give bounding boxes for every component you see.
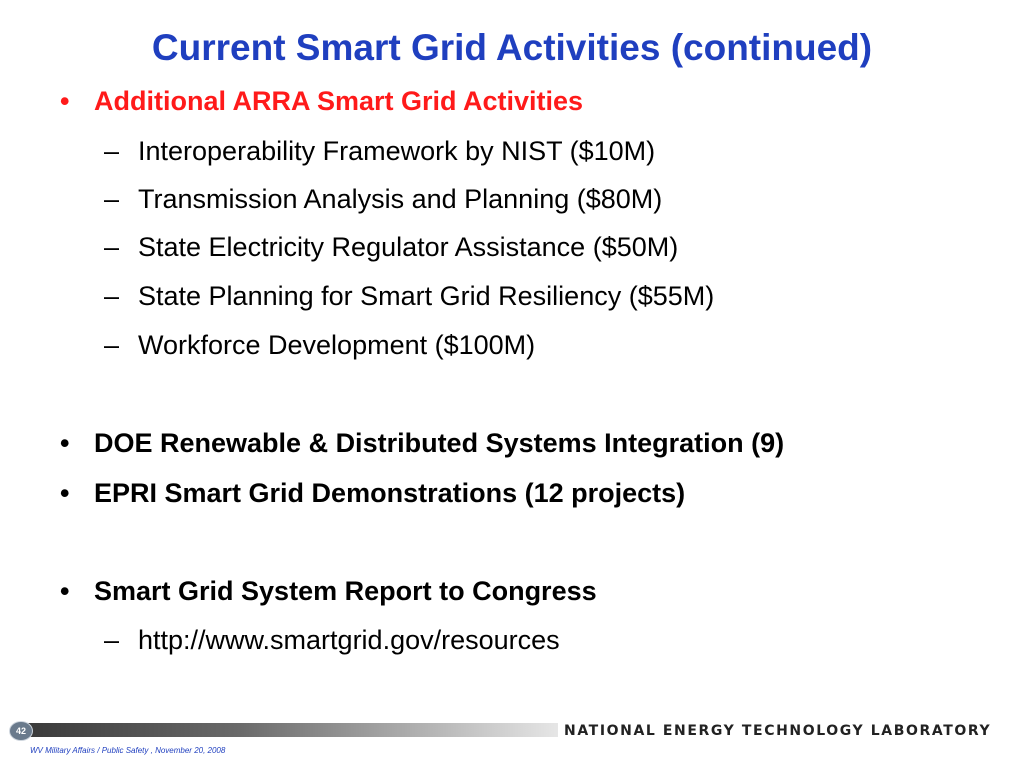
- dash-glyph: –: [104, 625, 120, 655]
- lab-logo-text: NATIONAL ENERGY TECHNOLOGY LABORATORY: [564, 723, 992, 739]
- sub-item: [104, 230, 678, 264]
- bullet-text: Additional ARRA Smart Grid Activities: [94, 86, 584, 116]
- sub-item-text: Interoperability Framework by NIST ($10M): [138, 136, 656, 166]
- sub-item-text: Workforce Development ($100M): [138, 330, 536, 360]
- sub-item-text: Transmission Analysis and Planning ($80M): [138, 184, 663, 214]
- bullet-doe-renewable: [60, 426, 784, 460]
- bullet-report-to-congress: [60, 574, 597, 608]
- footer-caption: WV Military Affairs / Public Safety , November 20, 2008: [30, 746, 226, 755]
- sub-item-text: State Electricity Regulator Assistance ($50M): [138, 232, 679, 262]
- page-number-badge: 42: [9, 721, 33, 741]
- footer-gradient-bar: [28, 723, 558, 737]
- bullet-epri-demonstrations: [60, 476, 685, 510]
- dash-glyph: –: [104, 232, 120, 262]
- bullet-text: DOE Renewable & Distributed Systems Integration (9): [94, 428, 785, 458]
- bullet-glyph: •: [60, 576, 70, 606]
- sub-item-link[interactable]: [104, 623, 560, 657]
- sub-item-text: State Planning for Smart Grid Resiliency ($55M): [138, 281, 715, 311]
- dash-glyph: –: [104, 330, 120, 360]
- bullet-additional-arra: [60, 84, 583, 118]
- smartgrid-resources-link[interactable]: http://www.smartgrid.gov/resources: [138, 625, 560, 655]
- bullet-text: Smart Grid System Report to Congress: [94, 576, 597, 606]
- sub-item: [104, 279, 714, 313]
- bullet-text: EPRI Smart Grid Demonstrations (12 projects): [94, 478, 686, 508]
- sub-item: [104, 182, 662, 216]
- bullet-glyph: •: [60, 428, 70, 458]
- dash-glyph: –: [104, 136, 120, 166]
- sub-item: [104, 328, 535, 362]
- bullet-glyph: •: [60, 478, 70, 508]
- slide-title: Current Smart Grid Activities (continued): [151, 27, 873, 68]
- sub-item: [104, 134, 655, 168]
- dash-glyph: –: [104, 184, 120, 214]
- bullet-glyph: •: [60, 86, 70, 116]
- dash-glyph: –: [104, 281, 120, 311]
